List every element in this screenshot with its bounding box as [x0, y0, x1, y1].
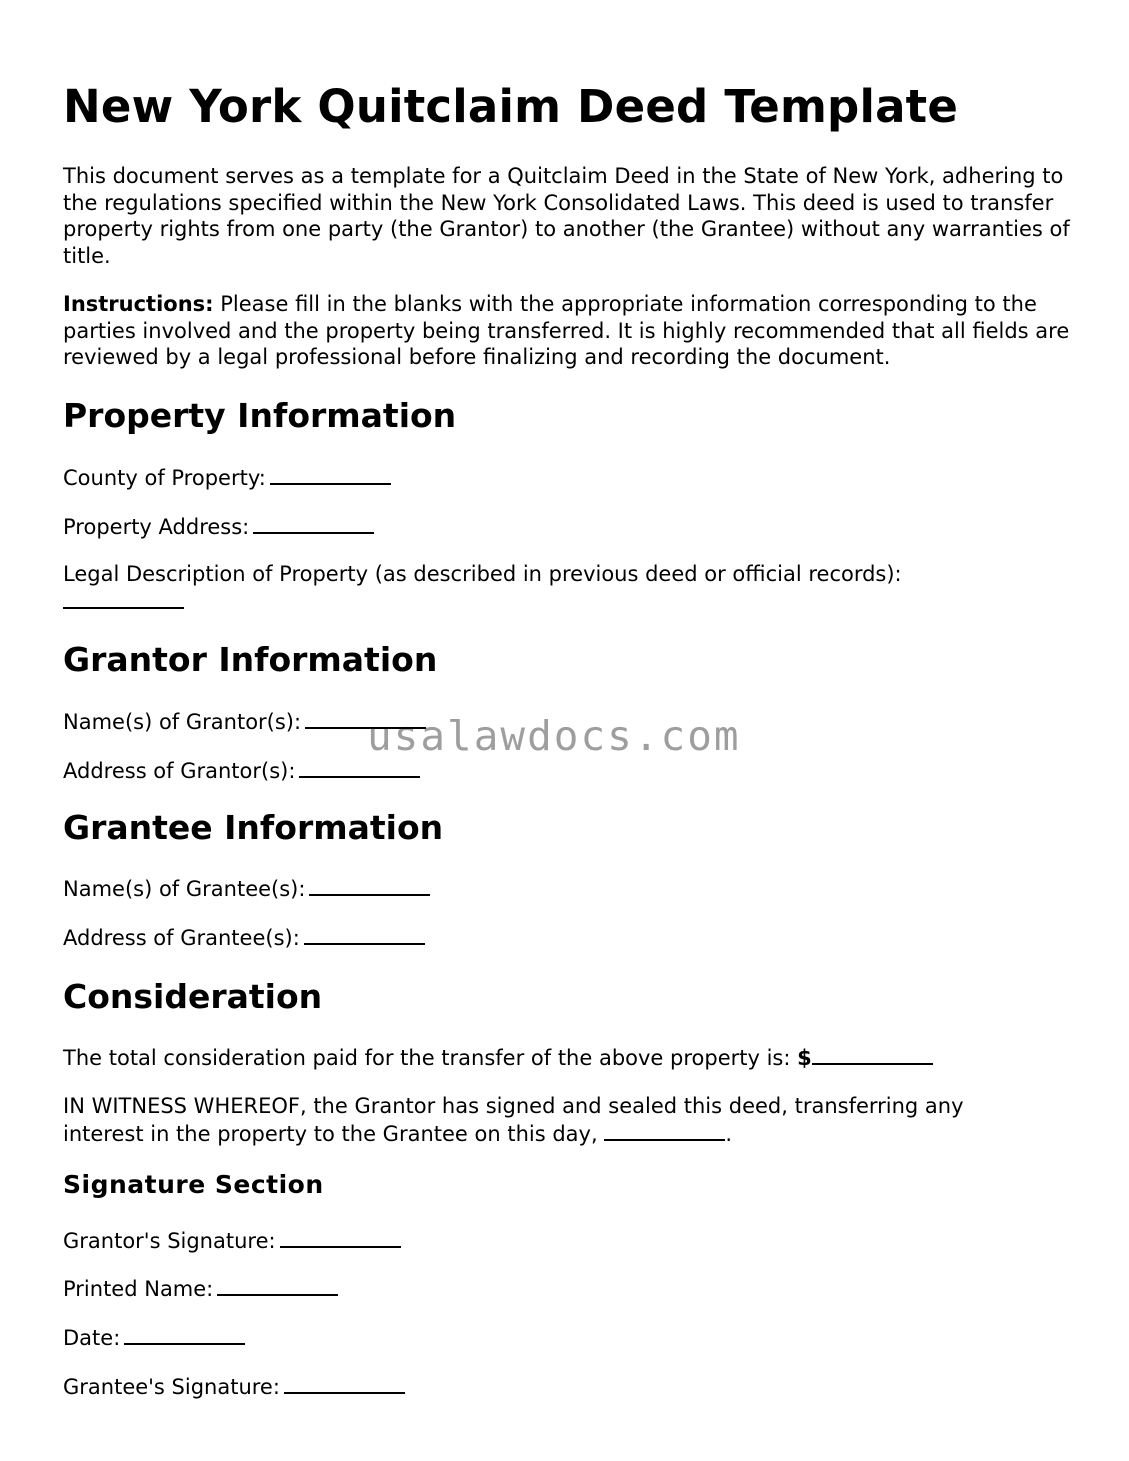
grantee-names-field	[63, 875, 430, 903]
page-title: New York Quitclaim Deed Template	[63, 80, 959, 133]
county-field	[63, 464, 391, 492]
legal-description-blank[interactable]	[63, 588, 184, 609]
grantee-signature-blank[interactable]	[284, 1373, 405, 1394]
grantee-heading: Grantee Information	[63, 808, 444, 847]
county-label: County of Property:	[63, 466, 266, 490]
grantee-names-blank[interactable]	[309, 875, 430, 896]
date-field	[63, 1324, 245, 1352]
currency-symbol: $	[797, 1046, 812, 1070]
grantor-signature-label: Grantor's Signature:	[63, 1229, 276, 1253]
witness-end: .	[725, 1121, 733, 1146]
legal-description-label: Legal Description of Property (as described in previous deed or official records):	[63, 562, 902, 586]
property-address-label: Property Address:	[63, 515, 250, 539]
property-heading: Property Information	[63, 396, 457, 435]
watermark: usalawdocs.com	[367, 712, 741, 760]
legal-description-field	[63, 561, 902, 615]
signature-heading: Signature Section	[63, 1170, 324, 1199]
witness-paragraph	[63, 1093, 1023, 1147]
grantor-signature-blank[interactable]	[280, 1227, 401, 1248]
consideration-text: The total consideration paid for the transfer of the above property is:	[63, 1046, 791, 1070]
witness-text: IN WITNESS WHEREOF, the Grantor has signed and sealed this deed, transferring any interest in the property to the Grantee on this day,	[63, 1094, 964, 1146]
printed-name-label: Printed Name:	[63, 1277, 214, 1301]
intro-paragraph: This document serves as a template for a Quitclaim Deed in the State of New York, adhering to the regulations specified within the New York Consolidated Laws. This deed is used to transfer property rights from one party (the Grantor) to another (the Grantee) without any warranties of title.	[63, 164, 1070, 268]
consideration-heading: Consideration	[63, 977, 323, 1016]
instructions-text: Please fill in the blanks with the appropriate information corresponding to the parties involved and the property being transferred. It is highly recommended that all fields are reviewed by a legal professional before finalizing and recording the document.	[63, 292, 1070, 369]
consideration-blank[interactable]	[812, 1044, 933, 1065]
grantor-signature-field	[63, 1227, 401, 1255]
grantor-names-label: Name(s) of Grantor(s):	[63, 710, 302, 734]
property-address-field	[63, 513, 374, 541]
grantee-address-label: Address of Grantee(s):	[63, 926, 300, 950]
county-blank[interactable]	[270, 464, 391, 485]
property-address-blank[interactable]	[253, 513, 374, 534]
instructions-paragraph	[63, 291, 1073, 371]
grantor-heading: Grantor Information	[63, 640, 438, 679]
grantee-address-blank[interactable]	[304, 924, 425, 945]
grantee-names-label: Name(s) of Grantee(s):	[63, 877, 306, 901]
printed-name-blank[interactable]	[217, 1275, 338, 1296]
grantor-address-field	[63, 757, 420, 785]
instructions-label: Instructions:	[63, 292, 214, 316]
grantee-signature-field	[63, 1373, 405, 1401]
date-label: Date:	[63, 1326, 121, 1350]
printed-name-field	[63, 1275, 338, 1303]
grantee-address-field	[63, 924, 425, 952]
grantor-address-label: Address of Grantor(s):	[63, 759, 296, 783]
consideration-field	[63, 1044, 933, 1072]
grantor-address-blank[interactable]	[299, 757, 420, 778]
witness-date-blank[interactable]	[604, 1120, 725, 1141]
date-blank[interactable]	[124, 1324, 245, 1345]
grantee-signature-label: Grantee's Signature:	[63, 1375, 280, 1399]
